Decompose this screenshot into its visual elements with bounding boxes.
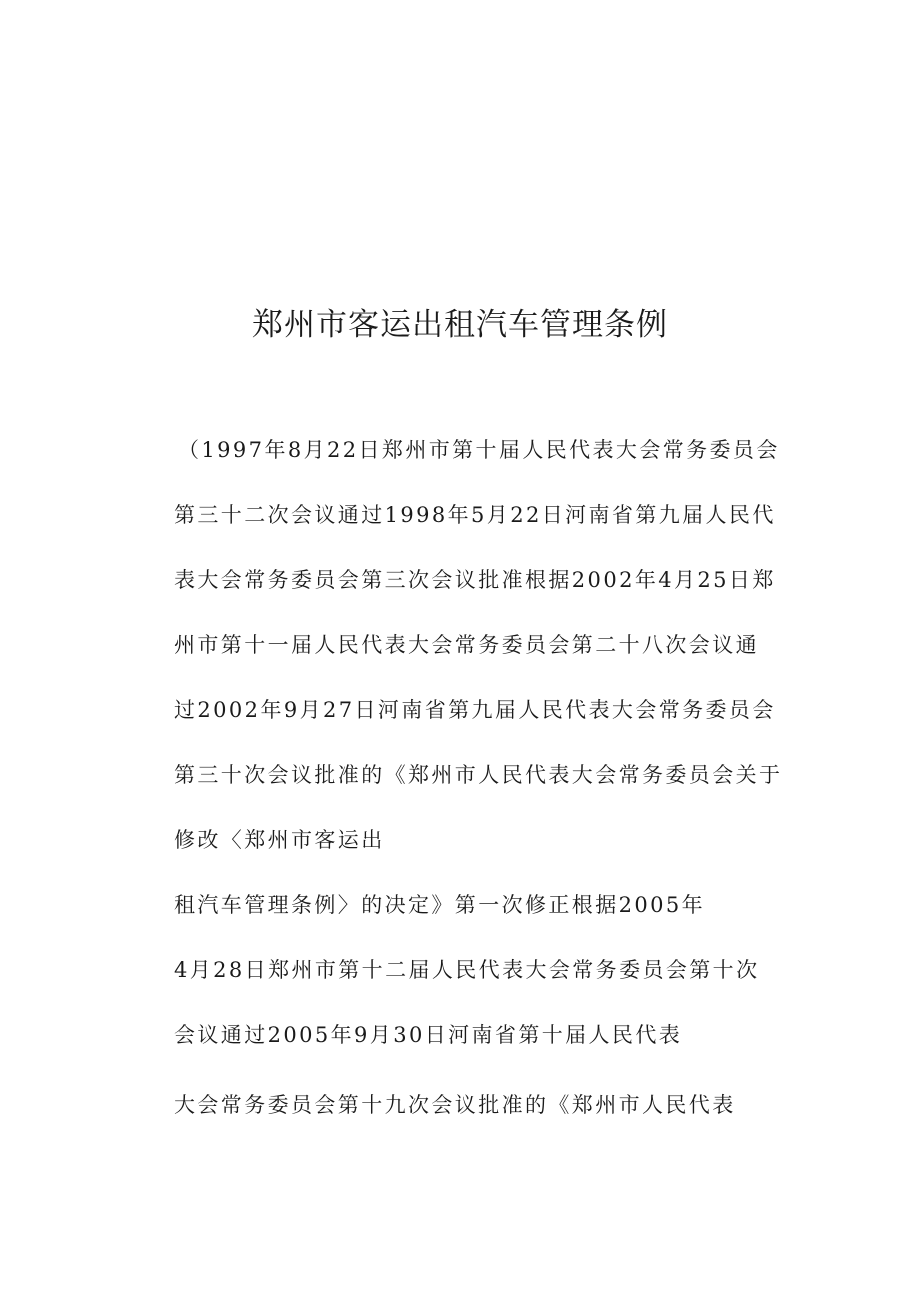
preamble-line: 修改〈郑州市客运出 xyxy=(174,828,385,852)
preamble xyxy=(174,425,783,1145)
preamble-line: （1997年8月22日郑州市第十届人民代表大会常务委员会 xyxy=(178,438,780,462)
preamble-line: 表大会常务委员会第三次会议批准根据2002年4月25日郑 xyxy=(174,568,776,592)
preamble-line: 第三十二次会议通过1998年5月22日河南省第九届人民代 xyxy=(174,503,776,527)
document-title: 郑州市客运出租汽车管理条例 xyxy=(252,307,668,343)
preamble-line: 大会常务委员会第十九次会议批准的《郑州市人民代表 xyxy=(174,1093,736,1117)
preamble-line: 过2002年9月27日河南省第九届人民代表大会常务委员会 xyxy=(174,698,776,722)
preamble-line: 4月28日郑州市第十二届人民代表大会常务委员会第十次 xyxy=(174,958,760,982)
preamble-line: 租汽车管理条例〉的决定》第一次修正根据2005年 xyxy=(174,893,706,917)
preamble-line: 州市第十一届人民代表大会常务委员会第二十八次会议通 xyxy=(174,633,759,657)
preamble-line: 第三十次会议批准的《郑州市人民代表大会常务委员会关于 xyxy=(174,763,783,787)
preamble-line: 会议通过2005年9月30日河南省第十届人民代表 xyxy=(174,1023,683,1047)
